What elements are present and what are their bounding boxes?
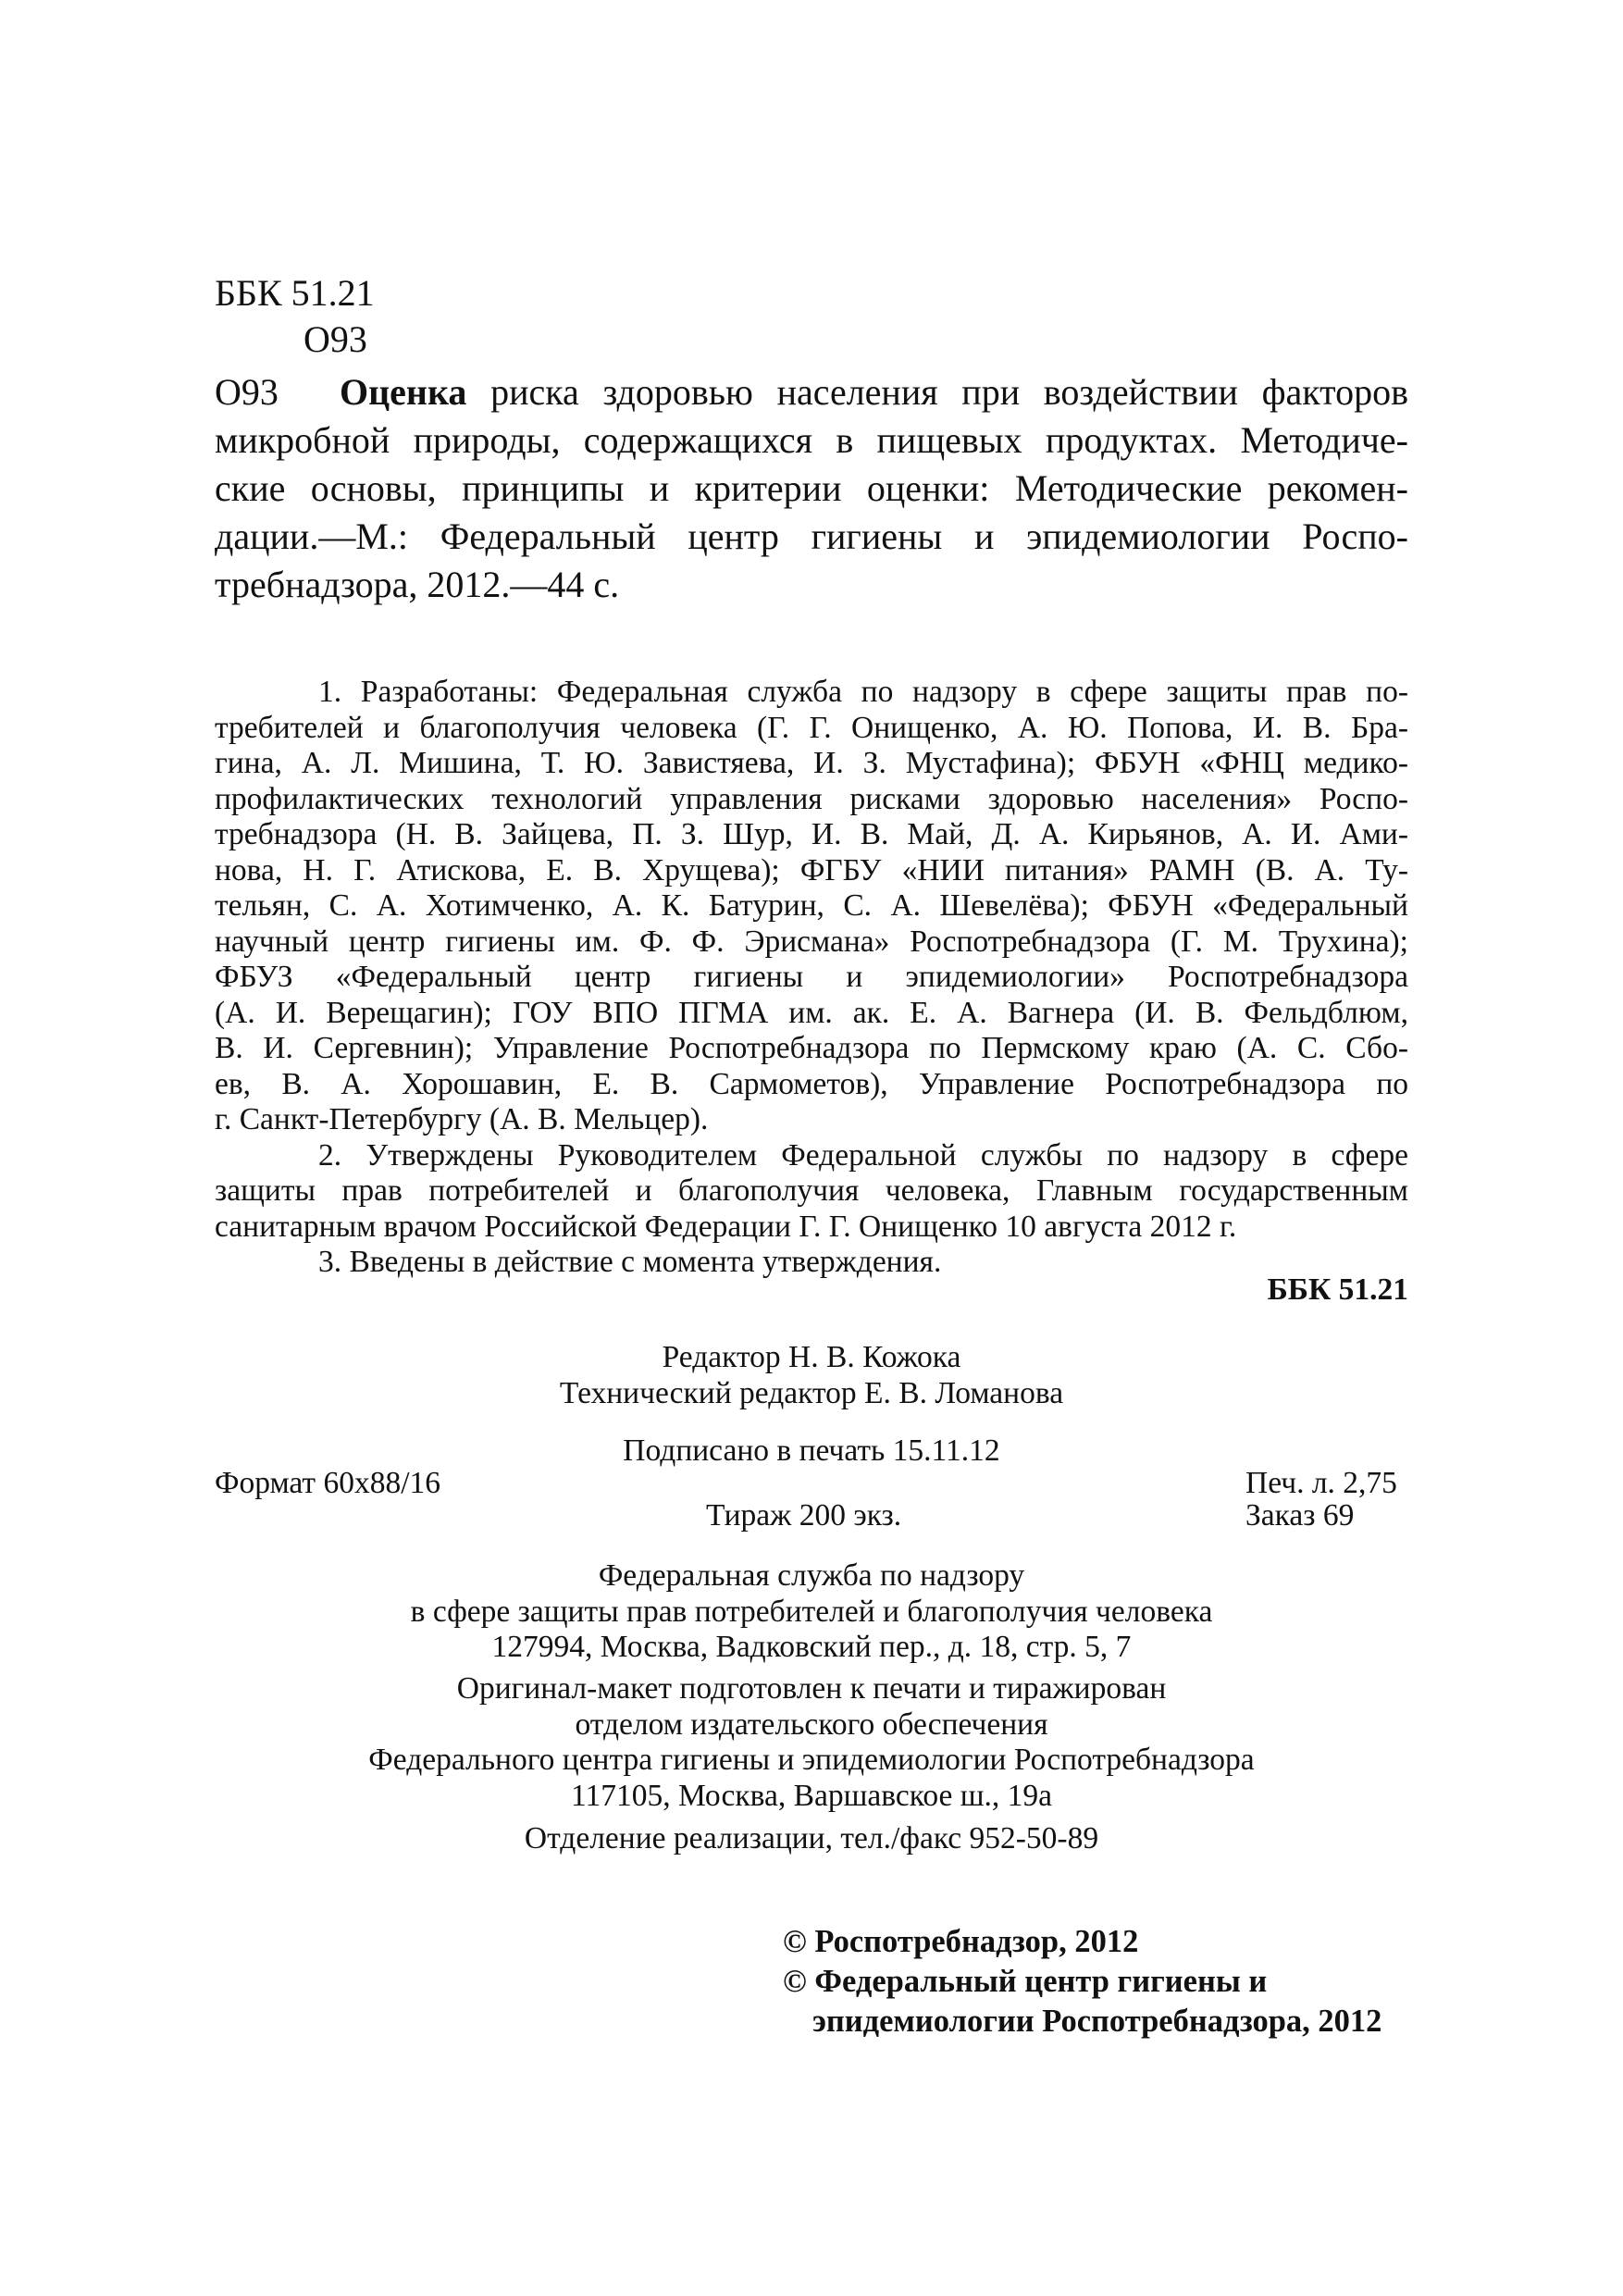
sales-department: Отделение реализации, тел./факс 952-50-89 (524, 1821, 1099, 1855)
bib-line-3: ские основы, принципы и критерии оценки: Методические рекомен- (215, 467, 1408, 509)
imprint-line: 1. Разработаны: Федеральная служба по надзору в сфере защиты прав по- (318, 675, 1408, 709)
copyright-block (783, 1922, 1381, 2042)
original-layout-line: Федерального центра гигиены и эпидемиологии Роспотребнадзора (368, 1743, 1255, 1777)
imprint-line: гина, А. Л. Мишина, Т. Ю. Завистяева, И. З. Мустафина); ФБУН «ФНЦ медико- (215, 746, 1408, 780)
publisher-block (215, 1558, 1408, 1666)
copyright-line-2: © Федеральный центр гигиены и (783, 1964, 1268, 1999)
editors-block (215, 1340, 1408, 1411)
imprint-line: 2. Утверждены Руководителем Федеральной службы по надзору в сфере (318, 1137, 1408, 1173)
bib-line-5: требнадзора, 2012.—44 с. (215, 564, 620, 605)
original-layout-line: 117105, Москва, Варшавское ш., 19а (570, 1778, 1053, 1813)
bibliographic-description (215, 368, 1408, 609)
imprint-line: санитарным врачом Российской Федерации Г. Г. Онищенко 10 августа 2012 г. (215, 1209, 1237, 1244)
publisher-line: Федеральная служба по надзору (598, 1558, 1025, 1593)
publisher-line: в сфере защиты прав потребителей и благополучия человека (410, 1594, 1213, 1629)
author-mark: О93 (304, 318, 367, 360)
format-info: Формат 60x88/16 (215, 1466, 441, 1500)
imprint-line: 3. Введены в действие с момента утверждения. (318, 1245, 942, 1279)
publisher-line: 127994, Москва, Вадковский пер., д. 18, стр. 5, 7 (491, 1630, 1132, 1664)
imprint-line: нова, Н. Г. Атискова, Е. В. Хрущева); ФГБУ «НИИ питания» РАМН (В. А. Ту- (215, 852, 1408, 887)
bib-line-4: дации.—М.: Федеральный центр гигиены и эпидемиологии Роспо- (215, 515, 1408, 557)
tech-editor-line: Технический редактор Е. В. Ломанова (559, 1375, 1064, 1410)
order-info: Заказ 69 (1245, 1498, 1355, 1533)
imprint-line: г. Санкт-Петербургу (А. В. Мельцер). (215, 1102, 709, 1136)
copyright-line-1: © Роспотребнадзор, 2012 (783, 1924, 1139, 1959)
bib-line-1 (215, 368, 1408, 416)
bbk-code: ББК 51.21 (215, 272, 375, 314)
imprint-line: требнадзора (Н. В. Зайцева, П. З. Шур, И. В. Май, Д. А. Кирьянов, А. И. Ами- (215, 817, 1408, 851)
imprint-line: защиты прав потребителей и благополучия человека, Главным государственным (215, 1173, 1408, 1208)
imprint-line: требителей и благополучия человека (Г. Г. Онищенко, А. Ю. Попова, И. В. Бра- (215, 710, 1408, 745)
bbk-header (215, 270, 375, 363)
original-layout-line: Оригинал-макет подготовлен к печати и тиражирован (456, 1671, 1167, 1706)
sheets-info: Печ. л. 2,75 (1245, 1466, 1397, 1500)
bib-line-1-text: риска здоровью населения при воздействии факторов (466, 371, 1408, 413)
print-run-info: Тираж 200 экз. (706, 1498, 902, 1533)
imprint-line: профилактических технологий управления рисками здоровью населения» Роспо- (215, 781, 1408, 816)
signed-to-print: Подписано в печать 15.11.12 (623, 1433, 1000, 1468)
copyright-line-3: эпидемиологии Роспотребнадзора, 2012 (812, 2004, 1382, 2039)
imprint-line: ев, В. А. Хорошавин, Е. В. Сармометов), Управление Роспотребнадзора по (215, 1066, 1408, 1101)
imprint-line: тельян, С. А. Хотимченко, А. К. Батурин, С. А. Шевелёва); ФБУН «Федеральный (215, 888, 1408, 923)
imprint-line: (А. И. Верещагин); ГОУ ВПО ПГМА им. ак. Е. А. Вагнера (И. В. Фельдблюм, (215, 995, 1408, 1030)
imprint-notes (215, 675, 1408, 1281)
bib-author-mark: О93 (215, 371, 279, 413)
editor-line: Редактор Н. В. Кожока (662, 1340, 961, 1374)
imprint-line: научный центр гигиены им. Ф. Ф. Эрисмана» Роспотребнадзора (Г. М. Трухина); (215, 924, 1408, 959)
bbk-footer: ББК 51.21 (1267, 1272, 1408, 1307)
bib-line-2: микробной природы, содержащихся в пищевых продуктах. Методиче- (215, 419, 1408, 461)
original-layout-line: отделом издательского обеспечения (575, 1706, 1048, 1742)
original-layout-block (215, 1671, 1408, 1814)
bib-title-bold: Оценка (340, 371, 467, 413)
imprint-line: В. И. Сергевнин); Управление Роспотребнадзора по Пермскому краю (А. С. Сбо- (215, 1031, 1408, 1065)
imprint-line: ФБУЗ «Федеральный центр гигиены и эпидемиологии» Роспотребнадзора (215, 960, 1408, 994)
